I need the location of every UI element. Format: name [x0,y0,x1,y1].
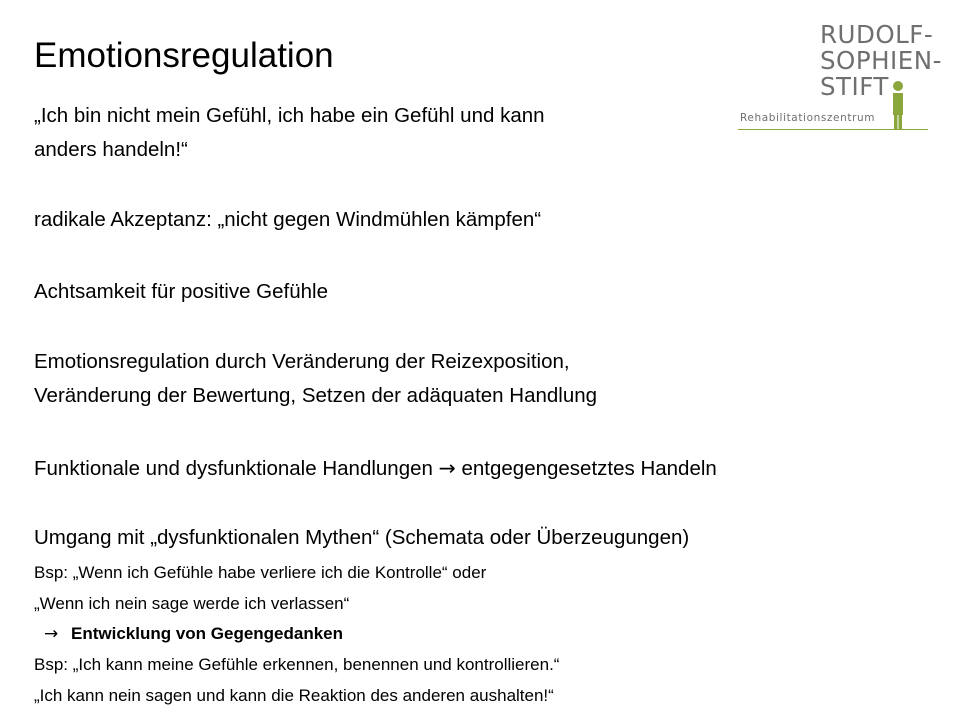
regulation-line-2: Veränderung der Bewertung, Setzen der adäquaten Handlung [34,384,598,407]
counter-thoughts-line [34,624,343,644]
regulation-line-1: Emotionsregulation durch Veränderung der Reizexposition, [34,350,570,373]
logo-line-2: SOPHIEN- [820,46,942,75]
actions-line [34,456,717,481]
example1-line-1: Bsp: „Wenn ich Gefühle habe verliere ich die Kontrolle“ oder [34,563,487,582]
quote-line-1: „Ich bin nicht mein Gefühl, ich habe ein Gefühl und kann [34,104,545,127]
mindfulness-text: Achtsamkeit für positive Gefühle [34,280,328,303]
slide-title: Emotionsregulation [34,36,334,75]
actions-end: entgegengesetztes Handeln [461,457,717,480]
logo-divider [738,129,928,130]
example2-line-2: „Ich kann nein sagen und kann die Reaktion des anderen aushalten!“ [34,686,554,705]
logo-subtitle: Rehabilitationszentrum [740,112,876,124]
logo-line-1: RUDOLF- [820,20,934,49]
quote-line-2: anders handeln!“ [34,138,188,161]
rudolf-sophien-stift-logo [738,20,942,137]
person-figure-icon [883,80,913,130]
right-arrow-icon: → [438,456,456,480]
counter-thoughts-label: Entwicklung von Gegengedanken [70,624,344,643]
example1-line-2: „Wenn ich nein sage werde ich verlassen“ [34,594,350,613]
right-arrow-icon: → [44,624,59,644]
logo-line-3: STIFT [820,72,889,101]
acceptance-text: radikale Akzeptanz: „nicht gegen Windmühlen kämpfen“ [34,208,542,231]
myths-text: Umgang mit „dysfunktionalen Mythen“ (Schemata oder Überzeugungen) [34,526,690,549]
example2-line-1: Bsp: „Ich kann meine Gefühle erkennen, benennen und kontrollieren.“ [34,655,560,674]
actions-start: Funktionale und dysfunktionale Handlungen [34,457,433,480]
